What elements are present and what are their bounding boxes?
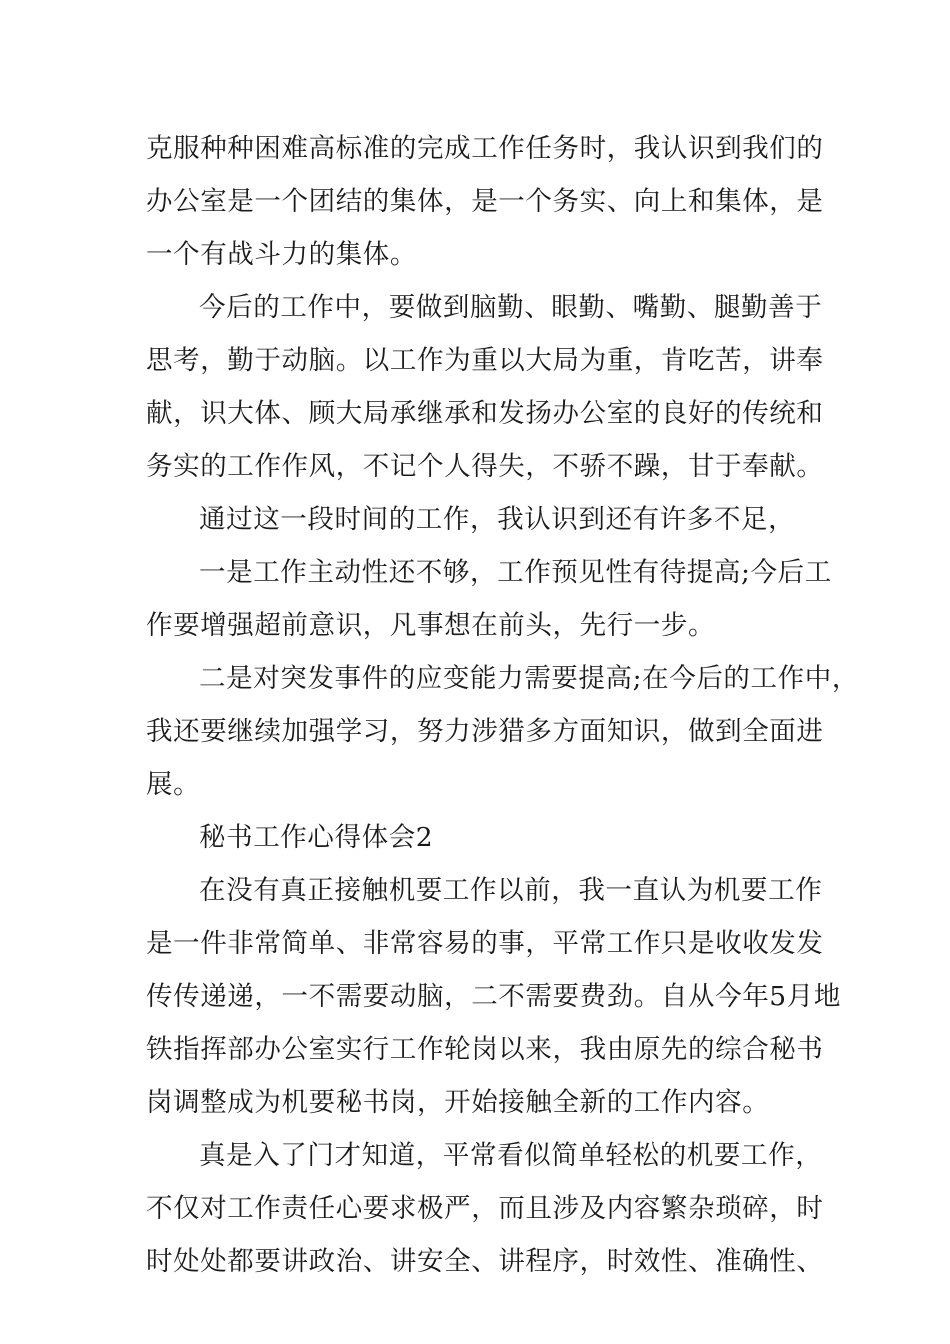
text-line: 铁指挥部办公室实行工作轮岗以来，我由原先的综合秘书 (146, 1034, 824, 1065)
paragraph-first-line: 二是对突发事件的应变能力需要提高;在今后的工作中， (199, 663, 859, 694)
text-line: 克服种种困难高标准的完成工作任务时，我认识到我们的 (146, 133, 824, 164)
paragraph-first-line: 真是入了门才知道，平常看似简单轻松的机要工作， (199, 1140, 823, 1171)
text-line: 时处处都要讲政治、讲安全、讲程序，时效性、准确性、 (146, 1246, 824, 1277)
text-line: 岗调整成为机要秘书岗，开始接触全新的工作内容。 (146, 1087, 770, 1118)
paragraph-first-line: 在没有真正接触机要工作以前，我一直认为机要工作 (199, 875, 823, 906)
text-line: 思考，勤于动脑。以工作为重以大局为重，肯吃苦，讲奉 (146, 345, 824, 376)
text-line: 办公室是一个团结的集体，是一个务实、向上和集体，是 (146, 186, 824, 217)
document-body (146, 122, 859, 1288)
text-line: 一个有战斗力的集体。 (146, 239, 417, 270)
text-line: 作要增强超前意识，凡事想在前头，先行一步。 (146, 610, 716, 641)
text-line: 务实的工作作风，不记个人得失，不骄不躁，甘于奉献。 (146, 451, 824, 482)
paragraph-first-line: 今后的工作中，要做到脑勤、眼勤、嘴勤、腿勤善于 (199, 292, 823, 323)
text-line: 展。 (146, 769, 201, 800)
text-line: 传传递递，一不需要动脑，二不需要费劲。自从今年5月地 (146, 981, 841, 1012)
section-heading: 秘书工作心得体会2 (199, 822, 434, 853)
text-line: 是一件非常简单、非常容易的事，平常工作只是收收发发 (146, 928, 824, 959)
text-line: 不仅对工作责任心要求极严，而且涉及内容繁杂琐碎，时 (146, 1193, 824, 1224)
paragraph-first-line: 一是工作主动性还不够，工作预见性有待提高;今后工 (199, 557, 832, 588)
text-line: 我还要继续加强学习，努力涉猎多方面知识，做到全面进 (146, 716, 824, 747)
paragraph-first-line: 通过这一段时间的工作，我认识到还有许多不足， (199, 504, 796, 535)
text-line: 献，识大体、顾大局承继承和发扬办公室的良好的传统和 (146, 398, 824, 429)
